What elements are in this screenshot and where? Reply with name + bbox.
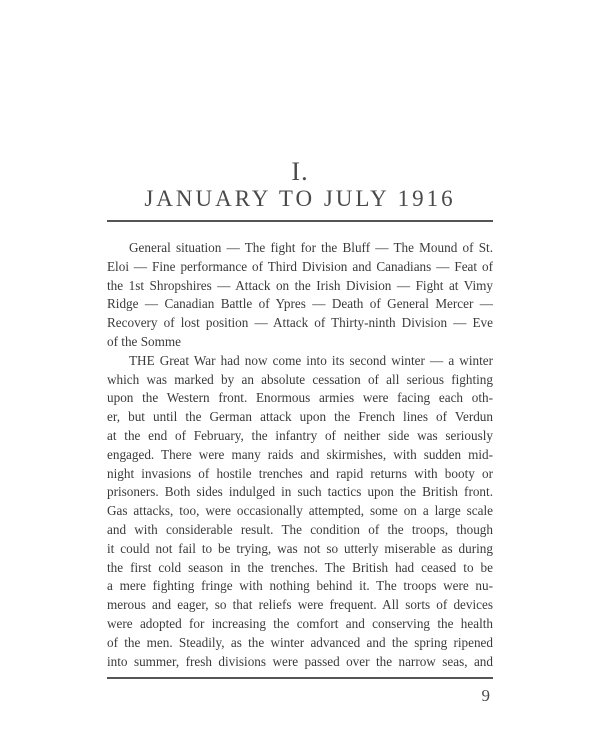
paragraph xyxy=(107,352,493,672)
synopsis-line: of the Somme xyxy=(107,333,181,349)
body-text xyxy=(107,239,493,671)
footer-rule xyxy=(107,677,493,679)
paragraph-line: Gas attacks, too, were occasionally attempted, some on a large scale xyxy=(107,503,493,519)
paragraph-line: which was marked by an absolute cessation of all serious fighting xyxy=(107,371,493,387)
chapter-title: JANUARY TO JULY 1916 xyxy=(144,186,456,211)
paragraph-line: merous and eager, so that reliefs were frequent. All sorts of devices xyxy=(107,597,493,613)
paragraph-line: er, but until the German attack upon the French lines of Verdun xyxy=(107,409,493,425)
synopsis-line: Eloi — Fine performance of Third Division and Canadians — Feat of xyxy=(107,258,493,274)
paragraph-line: were adopted for increasing the comfort and conserving the health xyxy=(107,615,493,631)
synopsis-line: the 1st Shropshires — Attack on the Irish Division — Fight at Vimy xyxy=(107,277,493,293)
synopsis-line: Ridge — Canadian Battle of Ypres — Death of General Mercer — xyxy=(107,296,493,312)
paragraph-line: at the end of February, the infantry of neither side was seriously xyxy=(107,427,493,443)
paragraph-line: into summer, fresh divisions were passed over the narrow seas, and xyxy=(107,653,493,669)
synopsis xyxy=(107,239,493,352)
title-rule xyxy=(107,220,493,222)
chapter-number: I. xyxy=(291,157,309,186)
paragraph-line: of the men. Steadily, as the winter advanced and the spring ripened xyxy=(107,634,493,650)
synopsis-line: General situation — The fight for the Bluff — The Mound of St. xyxy=(129,240,493,255)
paragraph-line: engaged. There were many raids and skirmishes, with sudden mid- xyxy=(107,446,493,462)
synopsis-line: Recovery of lost position — Attack of Thirty-ninth Division — Eve xyxy=(107,315,493,331)
paragraph-line: and with considerable result. The condition of the troops, though xyxy=(107,521,493,537)
paragraph-line: night invasions of hostile trenches and rapid returns with booty or xyxy=(107,465,493,481)
paragraph-line: the first cold season in the trenches. The British had ceased to be xyxy=(107,559,493,575)
paragraph-line: a mere fighting fringe with nothing behind it. The troops were nu- xyxy=(107,578,493,594)
paragraph-line: it could not fail to be trying, was not so utterly miserable as during xyxy=(107,540,493,556)
paragraph-line: THE Great War had now come into its second winter — a winter xyxy=(129,352,493,368)
page-number: 9 xyxy=(481,686,490,705)
paragraph-line: prisoners. Both sides indulged in such tactics upon the British front. xyxy=(107,484,493,500)
paragraph-line: upon the Western front. Enormous armies were facing each oth- xyxy=(107,390,493,406)
